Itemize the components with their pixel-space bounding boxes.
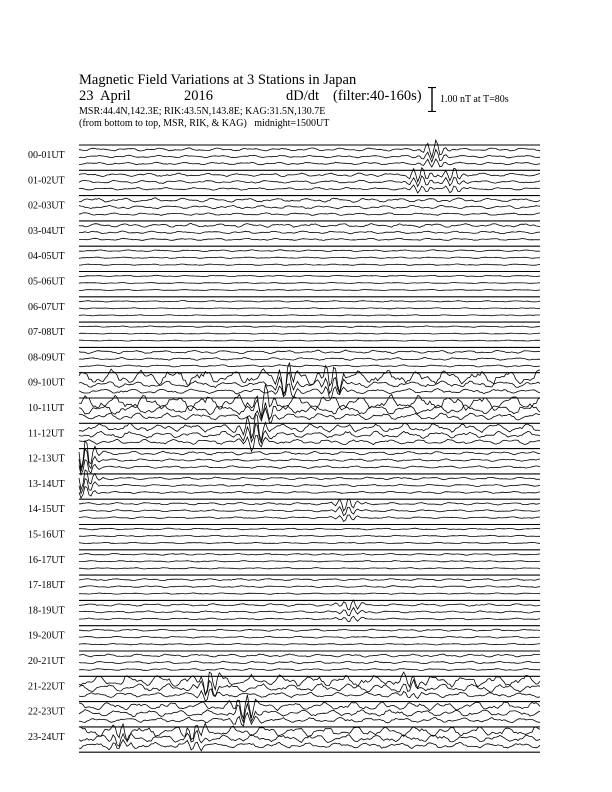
trace-msr <box>79 713 540 726</box>
trace-rik <box>79 680 540 696</box>
trace-kag <box>79 723 540 741</box>
trace-rik <box>79 257 540 258</box>
row-06-07UT <box>28 297 540 316</box>
row-label: 04-05UT <box>28 251 65 263</box>
trace-msr <box>79 238 540 240</box>
row-label: 23-24UT <box>28 731 65 743</box>
trace-rik <box>79 507 540 516</box>
quantity-label: dD/dt <box>286 88 320 104</box>
trace-msr <box>79 460 540 475</box>
row-09-10UT <box>28 363 540 399</box>
row-label: 13-14UT <box>28 478 65 490</box>
trace-rik <box>79 358 540 361</box>
row-label: 21-22UT <box>28 681 65 693</box>
trace-rik <box>79 425 540 443</box>
row-label: 14-15UT <box>28 504 65 516</box>
trace-msr <box>79 264 540 265</box>
trace-kag <box>79 326 540 327</box>
trace-rik <box>79 731 540 747</box>
row-label: 00-01UT <box>28 150 65 161</box>
filter-label: (filter:40-160s) <box>333 88 422 104</box>
trace-msr <box>79 408 540 422</box>
row-label: 10-11UT <box>28 403 65 414</box>
trace-msr <box>79 486 540 498</box>
trace-msr <box>79 185 540 193</box>
trace-msr <box>79 290 540 291</box>
trace-msr <box>79 365 540 367</box>
row-23-24UT <box>28 723 540 751</box>
trace-kag <box>79 600 540 610</box>
row-17-18UT <box>28 575 540 594</box>
trace-rik <box>79 561 540 562</box>
row-label: 22-23UT <box>28 706 65 718</box>
row-05-06UT <box>28 272 540 291</box>
row-04-05UT <box>28 246 540 265</box>
row-label: 12-13UT <box>28 453 65 465</box>
row-20-21UT <box>28 651 540 671</box>
chart-title: Magnetic Field Variations at 3 Stations in Japan <box>79 72 357 88</box>
station-coordinates: MSR:44.4N,142.3E; RIK:43.5N,143.8E; KAG:31.5N,130.7E <box>79 106 326 117</box>
row-label: 03-04UT <box>28 225 65 237</box>
trace-kag <box>79 275 540 276</box>
trace-msr <box>79 689 540 701</box>
row-07-08UT <box>28 322 540 341</box>
date-day: 23 <box>79 88 94 104</box>
trace-rik <box>79 535 540 536</box>
row-18-19UT <box>28 600 540 622</box>
row-16-17UT <box>28 550 540 569</box>
row-label: 09-10UT <box>28 377 65 389</box>
trace-msr <box>79 159 540 167</box>
row-00-01UT <box>28 140 540 167</box>
row-label: 01-02UT <box>28 175 65 187</box>
row-13-14UT <box>28 470 540 498</box>
trace-kag <box>79 553 540 555</box>
trace-rik <box>79 333 540 334</box>
row-14-15UT <box>28 499 540 522</box>
trace-msr <box>79 593 540 594</box>
trace-msr <box>79 542 540 543</box>
trace-kag <box>79 579 540 581</box>
trace-rik <box>79 231 540 234</box>
date-year: 2016 <box>184 88 213 104</box>
trace-msr <box>79 515 540 521</box>
trace-rik <box>79 205 540 208</box>
trace-kag <box>79 223 540 227</box>
order-note: (from bottom to top, MSR, RIK, & KAG) <box>79 118 247 129</box>
row-02-03UT <box>28 196 540 216</box>
trace-msr <box>79 669 540 671</box>
scale-label: 1.00 nT at T=80s <box>440 94 509 105</box>
trace-kag <box>79 499 540 511</box>
trace-kag <box>79 672 540 695</box>
row-15-16UT <box>28 525 540 544</box>
trace-msr <box>79 568 540 569</box>
trace-rik <box>79 176 540 187</box>
row-19-20UT <box>28 626 540 645</box>
row-22-23UT <box>28 695 540 726</box>
trace-rik <box>79 608 540 616</box>
row-label: 05-06UT <box>28 276 65 288</box>
row-label: 18-19UT <box>28 605 65 617</box>
trace-msr <box>79 616 540 621</box>
trace-kag <box>79 350 540 354</box>
trace-kag <box>79 470 540 490</box>
row-01-02UT <box>28 168 540 193</box>
trace-kag <box>79 385 540 417</box>
row-label: 19-20UT <box>28 630 65 642</box>
trace-rik <box>79 636 540 638</box>
row-08-09UT <box>28 347 540 367</box>
row-label: 20-21UT <box>28 656 65 667</box>
trace-rik <box>79 479 540 494</box>
row-label: 15-16UT <box>28 529 65 541</box>
trace-msr <box>79 213 540 216</box>
row-21-22UT <box>28 672 540 701</box>
date-month: April <box>100 88 131 104</box>
row-11-12UT <box>28 414 540 452</box>
trace-rik <box>79 661 540 664</box>
row-label: 17-18UT <box>28 580 65 592</box>
trace-kag <box>79 250 540 252</box>
row-label: 11-12UT <box>28 428 65 440</box>
trace-kag <box>79 441 540 469</box>
trace-rik <box>79 283 540 284</box>
trace-kag <box>79 528 540 530</box>
row-label: 07-08UT <box>28 327 65 339</box>
trace-kag <box>79 198 540 203</box>
row-label: 08-09UT <box>28 352 65 364</box>
trace-rik <box>79 586 540 588</box>
row-label: 16-17UT <box>28 554 65 566</box>
trace-rik <box>79 400 540 420</box>
trace-msr <box>79 340 540 341</box>
trace-rik <box>79 150 540 162</box>
trace-msr <box>79 644 540 646</box>
trace-kag <box>79 695 540 719</box>
row-12-13UT <box>28 441 540 475</box>
trace-kag <box>79 301 540 302</box>
row-label: 06-07UT <box>28 301 65 313</box>
trace-rik <box>79 308 540 309</box>
row-label: 02-03UT <box>28 200 65 212</box>
trace-msr <box>79 315 540 316</box>
midnight-note: midnight=1500UT <box>254 118 330 129</box>
trace-kag <box>79 654 540 657</box>
trace-kag <box>79 629 540 631</box>
row-03-04UT <box>28 221 540 241</box>
